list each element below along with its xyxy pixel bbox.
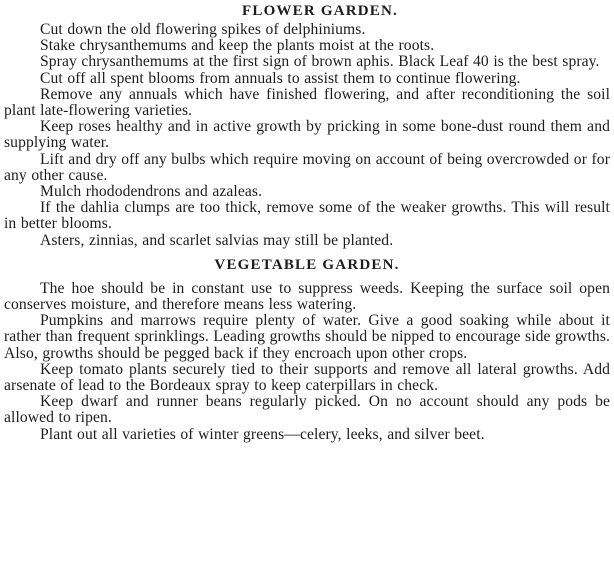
vegetable-garden-section — [4, 281, 610, 443]
flower-paragraph-spray-chrysanthemums: Spray chrysanthemums at the first sign of brown aphis. Black Leaf 40 is the best spray. — [40, 53, 600, 71]
flower-paragraph-delphiniums: Cut down the old flowering spikes of delphiniums. — [40, 21, 366, 38]
newspaper-article — [4, 0, 610, 443]
flower-paragraph-roses: Keep roses healthy and in active growth by pricking in some bone-dust round them and supplying water. — [4, 118, 610, 152]
flower-paragraph-mulch: Mulch rhododendrons and azaleas. — [40, 183, 263, 201]
flower-paragraph-bulbs: Lift and dry off any bulbs which require moving on account of being overcrowded or for any other cause. — [4, 150, 610, 184]
vegetable-paragraph-winter-greens: Plant out all varieties of winter greens—celery, leeks, and silver beet. — [40, 425, 485, 443]
vegetable-paragraph-hoe: The hoe should be in constant use to suppress weeds. Keeping the surface soil open conserves moisture, and therefore means less watering. — [4, 279, 610, 314]
flower-paragraph-stake-chrysanthemums: Stake chrysanthemums and keep the plants moist at the roots. — [40, 37, 435, 55]
vegetable-paragraph-tomato: Keep tomato plants securely tied to their supports and remove all lateral growths. Add arsenate of lead to the Bordeaux spray to keep caterpillars in check. — [4, 360, 610, 395]
flower-paragraph-spent-blooms: Cut off all spent blooms from annuals to assist them to continue flowering. — [40, 69, 521, 87]
vegetable-paragraph-beans: Keep dwarf and runner beans regularly picked. On no account should any pods be allowed to ripen. — [4, 393, 610, 427]
flower-garden-section — [4, 22, 610, 249]
vegetable-paragraph-pumpkins: Pumpkins and marrows require plenty of water. Give a good soaking while about it rather than frequent sprinklings. Leading growths should be nipped to encourage side growths. Also, growths should be pegged back if they encroach upon other crops. — [4, 312, 610, 362]
flower-paragraph-remove-annuals: Remove any annuals which have finished flowering, and after reconditioning the soil plant late-flowering varieties. — [4, 85, 610, 120]
flower-garden-heading: FLOWER GARDEN. — [242, 3, 398, 19]
flower-paragraph-asters: Asters, zinnias, and scarlet salvias may still be planted. — [40, 231, 394, 249]
vegetable-garden-heading: VEGETABLE GARDEN. — [214, 256, 400, 273]
flower-paragraph-dahlia: If the dahlia clumps are too thick, remove some of the weaker growths. This will result in better blooms. — [4, 199, 610, 233]
